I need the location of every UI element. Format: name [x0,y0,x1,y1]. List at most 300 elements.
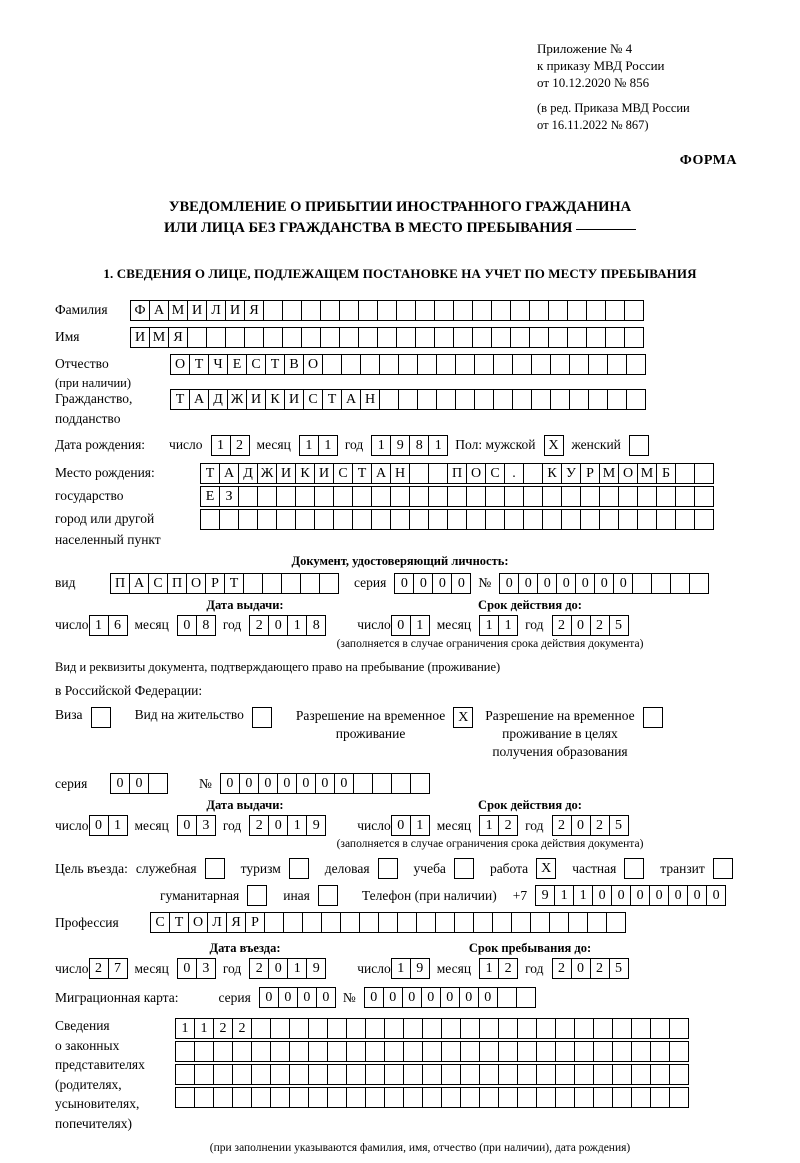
legal-reps-3-cell[interactable] [194,1064,214,1085]
birthplace-2-cell[interactable] [637,486,657,507]
legal-reps-2-cell[interactable] [517,1041,537,1062]
birthplace-3-cell[interactable] [694,509,714,530]
legal-reps-2-cell[interactable] [498,1041,518,1062]
surname-cell[interactable] [586,300,606,321]
legal-reps-1-cell[interactable] [365,1018,385,1039]
citizenship-cell[interactable] [607,389,627,410]
identity-type-cell[interactable] [319,573,339,594]
identity-number-cell[interactable]: 0 [613,573,633,594]
identity-type-cell[interactable]: С [148,573,168,594]
legal-reps-1-cell[interactable] [650,1018,670,1039]
citizenship-cell[interactable]: Т [322,389,342,410]
birthplace-1-cell[interactable] [428,463,448,484]
birth-day-cell[interactable]: 1 [211,435,231,456]
legal-reps-4-cell[interactable] [574,1087,594,1108]
phone-cell[interactable]: 9 [535,885,555,906]
legal-reps-2-cell[interactable] [194,1041,214,1062]
identity-doc-number-input[interactable] [499,573,708,594]
stay-issue-year-cell[interactable]: 1 [287,815,307,836]
legal-reps-3-cell[interactable] [593,1064,613,1085]
identity-doc-series-input[interactable] [394,573,470,594]
legal-reps-3-cell[interactable] [308,1064,328,1085]
stay-valid-day-input[interactable] [391,815,429,836]
until-month-cell[interactable]: 2 [498,958,518,979]
surname-cell[interactable] [358,300,378,321]
residence-checkbox[interactable] [252,707,272,728]
surname-cell[interactable] [510,300,530,321]
legal-reps-3-cell[interactable] [213,1064,233,1085]
profession-cell[interactable] [416,912,436,933]
birthplace-input-row-2[interactable] [200,486,713,507]
legal-reps-2-cell[interactable] [403,1041,423,1062]
stay-valid-day-cell[interactable]: 0 [391,815,411,836]
legal-reps-1-cell[interactable] [479,1018,499,1039]
purpose-checkbox-6[interactable] [713,858,733,879]
patronymic-cell[interactable] [531,354,551,375]
birthplace-2-cell[interactable] [371,486,391,507]
legal-reps-4-cell[interactable] [650,1087,670,1108]
profession-cell[interactable] [568,912,588,933]
citizenship-cell[interactable] [379,389,399,410]
surname-cell[interactable] [396,300,416,321]
identity-type-cell[interactable]: О [186,573,206,594]
birthplace-1-cell[interactable]: Н [390,463,410,484]
migration-number-cell[interactable]: 0 [364,987,384,1008]
legal-reps-4-cell[interactable] [536,1087,556,1108]
birthplace-2-cell[interactable] [599,486,619,507]
legal-reps-2-cell[interactable] [213,1041,233,1062]
citizenship-cell[interactable] [626,389,646,410]
until-year-cell[interactable]: 5 [609,958,629,979]
identity-issue-day-cell[interactable]: 6 [108,615,128,636]
stay-series-cell[interactable]: 0 [129,773,149,794]
birthplace-2-cell[interactable] [238,486,258,507]
legal-reps-row-1[interactable] [175,1018,688,1039]
legal-reps-1-cell[interactable] [631,1018,651,1039]
profession-cell[interactable] [302,912,322,933]
name-cell[interactable]: И [130,327,150,348]
patronymic-cell[interactable] [341,354,361,375]
legal-reps-3-cell[interactable] [403,1064,423,1085]
legal-reps-1-cell[interactable] [270,1018,290,1039]
profession-cell[interactable] [473,912,493,933]
citizenship-cell[interactable]: С [303,389,323,410]
legal-reps-2-cell[interactable] [460,1041,480,1062]
name-cell[interactable]: М [149,327,169,348]
legal-reps-4-cell[interactable] [612,1087,632,1108]
birthplace-2-cell[interactable] [352,486,372,507]
temp-residence-checkbox[interactable]: X [453,707,473,728]
birthplace-2-cell[interactable] [694,486,714,507]
until-day-cell[interactable]: 1 [391,958,411,979]
patronymic-cell[interactable] [588,354,608,375]
birthplace-1-cell[interactable]: М [637,463,657,484]
legal-reps-1-cell[interactable]: 1 [194,1018,214,1039]
name-cell[interactable] [567,327,587,348]
identity-type-cell[interactable] [262,573,282,594]
citizenship-cell[interactable]: Ж [227,389,247,410]
identity-type-cell[interactable]: Р [205,573,225,594]
legal-reps-3-cell[interactable] [669,1064,689,1085]
until-day-cell[interactable]: 9 [410,958,430,979]
name-cell[interactable] [301,327,321,348]
legal-reps-1-cell[interactable]: 1 [175,1018,195,1039]
identity-number-cell[interactable]: 0 [537,573,557,594]
legal-reps-4-cell[interactable] [479,1087,499,1108]
citizenship-cell[interactable] [512,389,532,410]
birthplace-3-cell[interactable] [656,509,676,530]
citizenship-cell[interactable] [417,389,437,410]
birth-month-cell[interactable]: 1 [299,435,319,456]
profession-cell[interactable]: О [188,912,208,933]
legal-reps-4-cell[interactable] [194,1087,214,1108]
legal-reps-1-cell[interactable] [422,1018,442,1039]
citizenship-cell[interactable]: Д [208,389,228,410]
citizenship-cell[interactable]: И [246,389,266,410]
legal-reps-3-cell[interactable] [289,1064,309,1085]
surname-cell[interactable] [434,300,454,321]
migration-number-cell[interactable]: 0 [383,987,403,1008]
stay-valid-month-cell[interactable]: 2 [498,815,518,836]
entry-year-cell[interactable]: 9 [306,958,326,979]
surname-cell[interactable] [282,300,302,321]
stay-issue-year-cell[interactable]: 9 [306,815,326,836]
surname-cell[interactable]: Я [244,300,264,321]
birth-day-input[interactable] [211,435,249,456]
birthplace-2-cell[interactable] [447,486,467,507]
birthplace-2-cell[interactable] [333,486,353,507]
phone-cell[interactable]: 0 [687,885,707,906]
identity-number-cell[interactable]: 0 [575,573,595,594]
legal-reps-3-cell[interactable] [232,1064,252,1085]
stay-valid-year-cell[interactable]: 2 [552,815,572,836]
profession-cell[interactable] [359,912,379,933]
citizenship-cell[interactable]: Т [170,389,190,410]
sex-female-checkbox[interactable] [629,435,649,456]
legal-reps-3-cell[interactable] [441,1064,461,1085]
stay-doc-number-input[interactable] [220,773,429,794]
stay-series-cell[interactable]: 0 [110,773,130,794]
until-year-cell[interactable]: 2 [590,958,610,979]
identity-number-cell[interactable] [670,573,690,594]
legal-reps-2-cell[interactable] [650,1041,670,1062]
legal-reps-4-cell[interactable] [346,1087,366,1108]
stay-number-cell[interactable]: 0 [277,773,297,794]
citizenship-cell[interactable] [531,389,551,410]
birthplace-1-cell[interactable]: К [542,463,562,484]
profession-cell[interactable] [587,912,607,933]
identity-type-cell[interactable]: А [129,573,149,594]
identity-valid-year-input[interactable] [552,615,628,636]
birthplace-3-cell[interactable] [333,509,353,530]
birthplace-3-cell[interactable] [618,509,638,530]
legal-reps-2-cell[interactable] [631,1041,651,1062]
profession-cell[interactable] [435,912,455,933]
stay-valid-day-cell[interactable]: 1 [410,815,430,836]
migration-number-input[interactable] [364,987,535,1008]
legal-reps-1-cell[interactable]: 2 [232,1018,252,1039]
surname-cell[interactable] [529,300,549,321]
legal-reps-3-cell[interactable] [270,1064,290,1085]
identity-type-cell[interactable] [243,573,263,594]
entry-day-cell[interactable]: 2 [89,958,109,979]
birthplace-2-cell[interactable] [390,486,410,507]
profession-cell[interactable] [378,912,398,933]
profession-cell[interactable]: Т [169,912,189,933]
legal-reps-1-cell[interactable] [251,1018,271,1039]
birthplace-3-cell[interactable] [257,509,277,530]
legal-reps-4-cell[interactable] [213,1087,233,1108]
name-cell[interactable] [377,327,397,348]
stay-issue-day-cell[interactable]: 1 [108,815,128,836]
profession-cell[interactable] [340,912,360,933]
surname-cell[interactable] [605,300,625,321]
birthplace-1-cell[interactable]: Б [656,463,676,484]
name-cell[interactable]: Я [168,327,188,348]
patronymic-cell[interactable]: Ч [208,354,228,375]
birthplace-1-cell[interactable]: И [276,463,296,484]
profession-cell[interactable] [321,912,341,933]
name-cell[interactable] [263,327,283,348]
birthplace-1-cell[interactable]: С [333,463,353,484]
name-cell[interactable] [396,327,416,348]
identity-number-cell[interactable]: 0 [518,573,538,594]
stay-issue-day-input[interactable] [89,815,127,836]
identity-valid-day-cell[interactable]: 1 [410,615,430,636]
birthplace-3-cell[interactable] [504,509,524,530]
birthplace-1-cell[interactable]: Т [352,463,372,484]
birthplace-3-cell[interactable] [390,509,410,530]
legal-reps-1-cell[interactable] [308,1018,328,1039]
profession-input[interactable] [150,912,625,933]
citizenship-cell[interactable]: А [189,389,209,410]
migration-number-cell[interactable]: 0 [402,987,422,1008]
name-cell[interactable] [472,327,492,348]
phone-cell[interactable]: 1 [554,885,574,906]
entry-day-input[interactable] [89,958,127,979]
name-cell[interactable] [491,327,511,348]
edu-residence-checkbox[interactable] [643,707,663,728]
surname-cell[interactable]: Л [206,300,226,321]
birthplace-1-cell[interactable]: У [561,463,581,484]
entry-month-cell[interactable]: 3 [196,958,216,979]
legal-reps-4-cell[interactable] [441,1087,461,1108]
birth-year-cell[interactable]: 1 [371,435,391,456]
legal-reps-4-cell[interactable] [289,1087,309,1108]
identity-number-cell[interactable]: 0 [499,573,519,594]
surname-cell[interactable] [339,300,359,321]
birthplace-2-cell[interactable]: З [219,486,239,507]
birthplace-3-cell[interactable] [637,509,657,530]
until-year-input[interactable] [552,958,628,979]
purpose-checkbox-1[interactable] [289,858,309,879]
patronymic-cell[interactable] [398,354,418,375]
identity-issue-year-input[interactable] [249,615,325,636]
stay-issue-month-cell[interactable]: 3 [196,815,216,836]
birthplace-3-cell[interactable] [523,509,543,530]
birthplace-3-cell[interactable] [409,509,429,530]
legal-reps-2-cell[interactable] [422,1041,442,1062]
profession-cell[interactable] [264,912,284,933]
legal-reps-2-cell[interactable] [365,1041,385,1062]
surname-cell[interactable]: И [187,300,207,321]
citizenship-cell[interactable] [550,389,570,410]
stay-issue-year-cell[interactable]: 2 [249,815,269,836]
migration-series-cell[interactable]: 0 [259,987,279,1008]
birthplace-3-cell[interactable] [542,509,562,530]
birthplace-2-cell[interactable] [485,486,505,507]
patronymic-cell[interactable] [512,354,532,375]
stay-issue-month-input[interactable] [177,815,215,836]
legal-reps-3-cell[interactable] [422,1064,442,1085]
birthplace-3-cell[interactable] [371,509,391,530]
legal-reps-2-cell[interactable] [612,1041,632,1062]
identity-type-cell[interactable]: П [167,573,187,594]
stay-issue-month-cell[interactable]: 0 [177,815,197,836]
stay-number-cell[interactable] [410,773,430,794]
legal-reps-3-cell[interactable] [517,1064,537,1085]
identity-issue-month-input[interactable] [177,615,215,636]
birthplace-1-cell[interactable]: С [485,463,505,484]
identity-issue-year-cell[interactable]: 0 [268,615,288,636]
profession-cell[interactable]: Р [245,912,265,933]
legal-reps-1-cell[interactable] [460,1018,480,1039]
stay-number-cell[interactable]: 0 [239,773,259,794]
identity-issue-month-cell[interactable]: 0 [177,615,197,636]
name-cell[interactable] [605,327,625,348]
citizenship-cell[interactable]: И [284,389,304,410]
citizenship-input[interactable] [170,389,645,410]
migration-series-cell[interactable]: 0 [297,987,317,1008]
name-cell[interactable] [453,327,473,348]
legal-reps-1-cell[interactable]: 2 [213,1018,233,1039]
surname-cell[interactable] [472,300,492,321]
citizenship-cell[interactable] [455,389,475,410]
identity-valid-day-cell[interactable]: 0 [391,615,411,636]
name-cell[interactable] [206,327,226,348]
legal-reps-3-cell[interactable] [384,1064,404,1085]
birthplace-3-cell[interactable] [238,509,258,530]
legal-reps-3-cell[interactable] [612,1064,632,1085]
surname-cell[interactable] [567,300,587,321]
patronymic-cell[interactable]: О [303,354,323,375]
identity-issue-year-cell[interactable]: 2 [249,615,269,636]
legal-reps-1-cell[interactable] [536,1018,556,1039]
patronymic-cell[interactable] [322,354,342,375]
entry-day-cell[interactable]: 7 [108,958,128,979]
legal-reps-4-cell[interactable] [308,1087,328,1108]
stay-issue-year-input[interactable] [249,815,325,836]
legal-reps-4-cell[interactable] [175,1087,195,1108]
surname-cell[interactable] [491,300,511,321]
name-cell[interactable] [586,327,606,348]
patronymic-cell[interactable] [626,354,646,375]
birthplace-1-cell[interactable]: Ж [257,463,277,484]
entry-year-cell[interactable]: 0 [268,958,288,979]
identity-valid-year-cell[interactable]: 0 [571,615,591,636]
legal-reps-1-cell[interactable] [403,1018,423,1039]
name-cell[interactable] [244,327,264,348]
birthplace-2-cell[interactable] [428,486,448,507]
legal-reps-2-cell[interactable] [574,1041,594,1062]
legal-reps-4-cell[interactable] [555,1087,575,1108]
name-cell[interactable] [510,327,530,348]
birthplace-2-cell[interactable] [561,486,581,507]
identity-valid-year-cell[interactable]: 2 [590,615,610,636]
legal-reps-3-cell[interactable] [574,1064,594,1085]
stay-number-cell[interactable]: 0 [315,773,335,794]
profession-cell[interactable] [397,912,417,933]
legal-reps-4-cell[interactable] [251,1087,271,1108]
name-cell[interactable] [320,327,340,348]
legal-reps-3-cell[interactable] [536,1064,556,1085]
birthplace-1-cell[interactable] [675,463,695,484]
patronymic-cell[interactable] [379,354,399,375]
identity-type-cell[interactable]: Т [224,573,244,594]
visa-checkbox[interactable] [91,707,111,728]
name-cell[interactable] [187,327,207,348]
identity-series-cell[interactable]: 0 [394,573,414,594]
birthplace-1-cell[interactable] [523,463,543,484]
legal-reps-1-cell[interactable] [346,1018,366,1039]
identity-issue-year-cell[interactable]: 8 [306,615,326,636]
legal-reps-3-cell[interactable] [460,1064,480,1085]
stay-doc-series-input[interactable] [110,773,167,794]
entry-month-input[interactable] [177,958,215,979]
phone-cell[interactable]: 0 [630,885,650,906]
identity-issue-day-cell[interactable]: 1 [89,615,109,636]
profession-cell[interactable] [492,912,512,933]
birthplace-2-cell[interactable] [257,486,277,507]
legal-reps-4-cell[interactable] [384,1087,404,1108]
surname-cell[interactable] [377,300,397,321]
legal-reps-1-cell[interactable] [593,1018,613,1039]
legal-reps-4-cell[interactable] [365,1087,385,1108]
patronymic-input[interactable] [170,354,645,375]
legal-reps-4-cell[interactable] [270,1087,290,1108]
until-month-cell[interactable]: 1 [479,958,499,979]
surname-cell[interactable] [548,300,568,321]
legal-reps-3-cell[interactable] [365,1064,385,1085]
surname-cell[interactable]: И [225,300,245,321]
patronymic-cell[interactable] [550,354,570,375]
birthplace-2-cell[interactable] [675,486,695,507]
patronymic-cell[interactable]: О [170,354,190,375]
surname-cell[interactable] [453,300,473,321]
birth-year-cell[interactable]: 9 [390,435,410,456]
legal-reps-2-cell[interactable] [308,1041,328,1062]
legal-reps-1-cell[interactable] [498,1018,518,1039]
identity-type-cell[interactable]: П [110,573,130,594]
migration-number-cell[interactable]: 0 [440,987,460,1008]
legal-reps-4-cell[interactable] [631,1087,651,1108]
surname-cell[interactable] [263,300,283,321]
birthplace-1-cell[interactable]: О [618,463,638,484]
identity-valid-year-cell[interactable]: 5 [609,615,629,636]
legal-reps-2-cell[interactable] [327,1041,347,1062]
legal-reps-row-4[interactable] [175,1087,688,1108]
birthplace-3-cell[interactable] [561,509,581,530]
migration-number-cell[interactable]: 0 [421,987,441,1008]
surname-input[interactable] [130,300,643,321]
phone-input[interactable] [535,885,725,906]
legal-reps-1-cell[interactable] [289,1018,309,1039]
legal-reps-2-cell[interactable] [289,1041,309,1062]
birth-day-cell[interactable]: 2 [230,435,250,456]
patronymic-cell[interactable]: В [284,354,304,375]
birthplace-3-cell[interactable] [599,509,619,530]
patronymic-cell[interactable] [569,354,589,375]
